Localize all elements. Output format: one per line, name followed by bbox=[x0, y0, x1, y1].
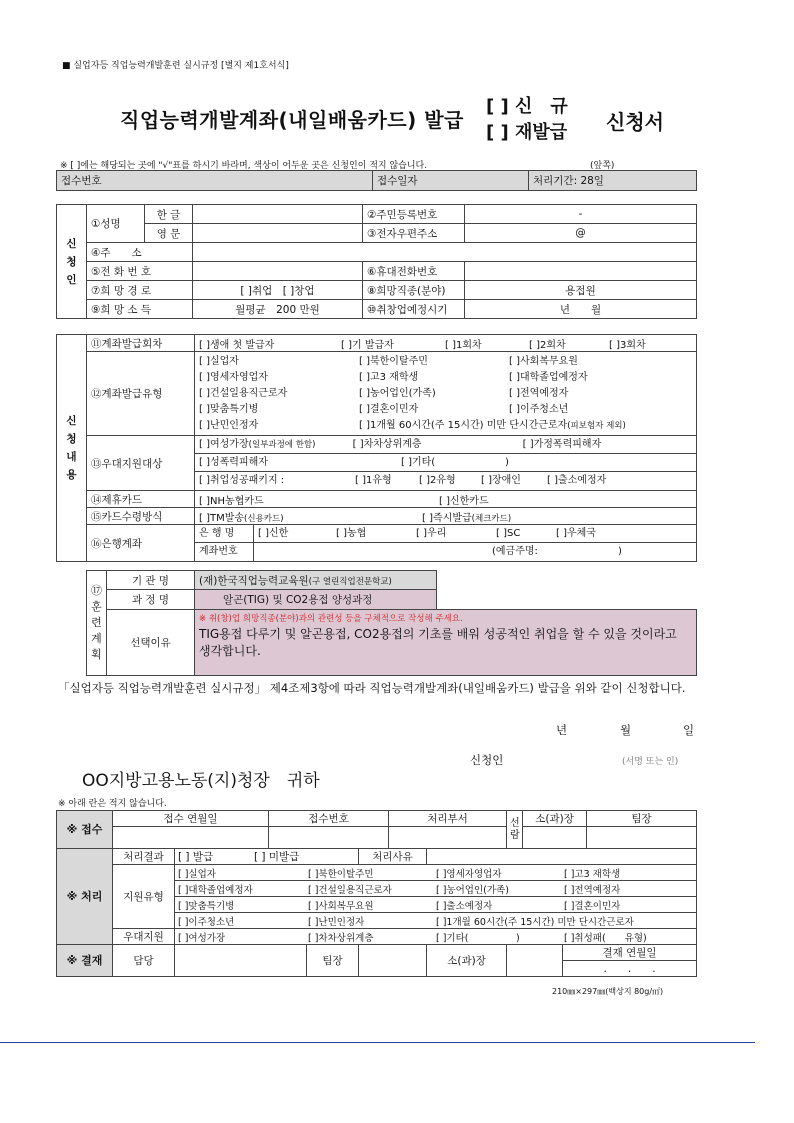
signature-label[interactable]: (서명 또는 인) bbox=[622, 757, 679, 767]
support-opt-other[interactable]: [ ]기타( bbox=[401, 457, 436, 468]
process-reason-field[interactable] bbox=[427, 849, 697, 865]
support-type-row[interactable] bbox=[175, 881, 697, 897]
bank-name-label: 은 행 명 bbox=[195, 525, 254, 542]
desired-income-label: ⑨희 망 소 득 bbox=[87, 300, 193, 319]
support-type-row[interactable] bbox=[175, 865, 697, 881]
result-opt-no-issue[interactable]: [ ] 미발급 bbox=[254, 851, 300, 863]
content-section-label: 신 청 내 용 bbox=[57, 335, 87, 562]
approval-chief-field[interactable] bbox=[523, 827, 587, 849]
issue-type-opt[interactable]: [ ]대학졸업예정자 bbox=[509, 372, 588, 383]
issue-count-opt-3[interactable]: [ ]3회차 bbox=[609, 339, 646, 351]
approve-col-chief: 소(과)장 bbox=[427, 945, 507, 977]
support-opt-low-income[interactable]: [ ]차차상위계층 bbox=[352, 439, 422, 450]
email-field[interactable]: @ bbox=[465, 224, 697, 243]
preferred-opt[interactable]: [ ]취성패( 유형) bbox=[564, 932, 647, 944]
support-type-opt[interactable]: [ ]실업자 bbox=[178, 868, 216, 880]
issue-type-opt[interactable]: [ ]실업자 bbox=[199, 356, 239, 367]
email-label: ③전자우편주소 bbox=[363, 224, 465, 243]
account-holder-close: ) bbox=[618, 546, 622, 557]
issue-count-opt-first[interactable]: [ ]생애 첫 발급자 bbox=[199, 339, 275, 351]
issue-type-opt[interactable]: [ ]결혼이민자 bbox=[359, 404, 419, 415]
receipt-dept-col: 처리부서 bbox=[389, 811, 507, 827]
receive-opt-instant[interactable]: [ ]즉시발급 bbox=[422, 512, 472, 524]
support-type-opt[interactable]: [ ]이주청소년 bbox=[178, 916, 235, 928]
name-korean-field[interactable] bbox=[193, 205, 363, 224]
issue-type-opt[interactable]: [ ]농어업인(가족) bbox=[359, 388, 436, 399]
issue-type-opt[interactable]: [ ]사회복무요원 bbox=[509, 356, 578, 367]
bank-opt-nh[interactable]: [ ]농협 bbox=[336, 528, 367, 539]
support-opt-note: (일부과정에 한함) bbox=[248, 440, 316, 450]
career-path-label: ⑦희 망 경 로 bbox=[87, 281, 193, 300]
issue-type-opt[interactable]: [ ]이주청소년 bbox=[509, 404, 569, 415]
approval-col-chief: 소(과)장 bbox=[523, 811, 587, 827]
support-type-opt[interactable]: [ ]사회복무요원 bbox=[308, 900, 374, 912]
support-type-opt[interactable]: [ ]영세자영업자 bbox=[436, 868, 502, 880]
bank-account-block[interactable] bbox=[195, 525, 697, 562]
bank-account-label: ⑯은행계좌 bbox=[87, 525, 195, 562]
support-type-row[interactable] bbox=[175, 913, 697, 929]
support-type-opt[interactable]: [ ]1개월 60시간(주 15시간) 미만 단시간근로자 bbox=[436, 916, 634, 928]
issue-type-opt[interactable]: [ ]북한이탈주민 bbox=[359, 356, 428, 367]
card-receive-options[interactable] bbox=[195, 508, 697, 525]
support-opt-sexual-violence[interactable]: [ ]성폭력피해자 bbox=[199, 457, 268, 468]
name-label: ①성명 bbox=[87, 205, 145, 243]
office-receipt-label: ※ 접수 bbox=[57, 811, 113, 849]
account-number-label: 계좌번호 bbox=[195, 543, 254, 561]
result-options[interactable] bbox=[175, 849, 359, 865]
phone-field[interactable] bbox=[193, 262, 363, 281]
support-type-opt[interactable]: [ ]대학졸업예정자 bbox=[178, 884, 253, 896]
page-side-label: (앞쪽) bbox=[590, 161, 615, 171]
name-english-label: 영 문 bbox=[145, 224, 193, 243]
card-receive-label: ⑮카드수령방식 bbox=[87, 508, 195, 525]
bank-opt-shinhan[interactable]: [ ]신한 bbox=[258, 528, 289, 539]
approval-team-field[interactable] bbox=[587, 827, 697, 849]
desired-job-label: ⑧희망직종(분야) bbox=[363, 281, 465, 300]
issue-count-opt-prior[interactable]: [ ]기 발급자 bbox=[341, 339, 394, 351]
receipt-number-label: 접수번호 bbox=[57, 171, 373, 191]
reason-text[interactable]: TIG용접 다루기 및 알곤용접, CO2용접의 기초를 배워 성공적인 취업을 할 수 있을 것이라고 생각합니다. bbox=[199, 627, 677, 658]
mobile-label: ⑥휴대전화번호 bbox=[363, 262, 465, 281]
issue-type-opt-part-time[interactable]: [ ]1개월 60시간(주 15시간) 미만 단시간근로자 bbox=[359, 420, 568, 431]
issue-type-label: ⑫계좌발급유형 bbox=[87, 352, 195, 436]
issue-type-opt[interactable]: [ ]난민인정자 bbox=[199, 420, 259, 431]
receive-opt-tm[interactable]: [ ]TM발송 bbox=[199, 512, 245, 524]
reason-label: 선택이유 bbox=[107, 610, 195, 676]
receipt-date-col: 접수 연월일 bbox=[113, 811, 269, 827]
process-reason-label: 처리사유 bbox=[359, 849, 427, 865]
processing-period: 처리기간: 28일 bbox=[529, 171, 697, 191]
recipient: OO지방고용노동(지)청장 귀하 bbox=[82, 771, 320, 791]
page-bottom-rule bbox=[0, 1042, 755, 1043]
support-type-opt[interactable]: [ ]농어업인(가족) bbox=[436, 884, 509, 896]
paper-spec: 210㎜×297㎜(백상지 80g/㎡) bbox=[552, 987, 664, 996]
issue-type-opt[interactable]: [ ]전역예정자 bbox=[509, 388, 569, 399]
approval-col-team: 팀장 bbox=[587, 811, 697, 827]
support-type-opt[interactable]: [ ]난민인정자 bbox=[308, 916, 365, 928]
support-type-opt[interactable]: [ ]북한이탈주민 bbox=[308, 868, 374, 880]
applicant-label: 신청인 bbox=[470, 753, 504, 767]
approve-date-label: 결재 연월일 bbox=[563, 945, 697, 961]
preferred-opt[interactable]: [ ]차차상위계층 bbox=[308, 932, 374, 944]
form-notice: ※ [ ]에는 해당되는 곳에 "√"표를 하시기 바라며, 색상이 어두운 곳은 신청인이 적지 않습니다. bbox=[60, 161, 428, 171]
rrn-field[interactable]: - bbox=[465, 205, 697, 224]
applicant-section-label: 신 청 인 bbox=[57, 205, 87, 319]
support-opt-domestic-violence[interactable]: [ ]가정폭력피해자 bbox=[522, 439, 602, 450]
institution-label: 기 관 명 bbox=[107, 571, 195, 590]
issue-type-opt[interactable]: [ ]고3 재학생 bbox=[359, 372, 419, 383]
form-title: 직업능력개발계좌(내일배움카드) 발급 bbox=[120, 108, 464, 132]
support-opt-type2[interactable]: [ ]2유형 bbox=[419, 475, 456, 486]
result-opt-issue[interactable]: [ ] 발급 bbox=[178, 851, 214, 863]
receipt-number-field[interactable] bbox=[269, 827, 389, 849]
bank-opt-sc[interactable]: [ ]SC bbox=[496, 528, 521, 539]
approval-label: 선 람 bbox=[507, 811, 523, 849]
support-opt-other-close: ) bbox=[505, 457, 509, 468]
course-field[interactable]: 알곤(TIG) 및 CO2용접 양성과정 bbox=[195, 590, 437, 610]
receipt-date-label: 접수일자 bbox=[373, 171, 529, 191]
declaration-text: 「실업자등 직업능력개발훈련 실시규정」 제4조제3항에 따라 직업능력개발계좌(내일배움카드) 발급을 위와 같이 신청합니다. bbox=[58, 681, 686, 695]
institution-note: (구 열린직업전문학교) bbox=[308, 576, 392, 587]
approve-chief-field[interactable] bbox=[507, 945, 563, 977]
issue-type-options[interactable] bbox=[195, 352, 697, 436]
support-type-opt[interactable]: [ ]출소예정자 bbox=[436, 900, 493, 912]
course-label: 과 정 명 bbox=[107, 590, 195, 610]
preferred-support-label: ⑬우대지원대상 bbox=[87, 436, 195, 491]
support-opt-disabled[interactable]: [ ]장애인 bbox=[481, 475, 521, 486]
preferred-support-options[interactable] bbox=[195, 436, 697, 491]
account-holder-label: (예금주명: bbox=[492, 546, 538, 557]
receive-opt-tm-note: (신용카드) bbox=[244, 513, 284, 524]
receive-opt-instant-note: (체크카드) bbox=[471, 513, 512, 524]
support-opt-release[interactable]: [ ]출소예정자 bbox=[547, 475, 607, 486]
approve-team-field[interactable] bbox=[359, 945, 427, 977]
support-type-opt[interactable]: [ ]결혼이민자 bbox=[564, 900, 621, 912]
support-type-row[interactable] bbox=[175, 897, 697, 913]
issue-count-opt-1[interactable]: [ ]1회차 bbox=[445, 339, 482, 351]
support-type-opt[interactable]: [ ]건설일용직근로자 bbox=[308, 884, 392, 896]
regulation-note: ■ 실업자등 직업능력개발훈련 실시규정 [별지 제1호서식] bbox=[62, 61, 289, 71]
training-section-label: ⑰ 훈 련 계 획 bbox=[87, 571, 107, 676]
result-label: 처리결과 bbox=[113, 849, 175, 865]
form-title-suffix: 신청서 bbox=[606, 110, 664, 134]
approve-date-field[interactable]: . . . bbox=[563, 961, 697, 977]
issue-type-opt[interactable]: [ ]맞춤특기병 bbox=[199, 404, 259, 415]
start-time-label: ⑩취창업예정시기 bbox=[363, 300, 465, 319]
issue-count-opt-2[interactable]: [ ]2회차 bbox=[529, 339, 566, 351]
content-table bbox=[56, 334, 697, 562]
card-partner-options[interactable] bbox=[195, 491, 697, 508]
option-new[interactable]: [ ] 신 규 bbox=[486, 96, 568, 117]
course-blank bbox=[437, 590, 697, 610]
support-type-opt[interactable]: [ ]맞춤특기병 bbox=[178, 900, 235, 912]
career-path-options[interactable]: [ ]취업 [ ]창업 bbox=[193, 281, 363, 300]
office-process-label: ※ 처리 bbox=[57, 849, 113, 945]
preferred-label: 우대지원 bbox=[113, 929, 175, 945]
issue-type-opt[interactable]: [ ]건설일용직근로자 bbox=[199, 388, 288, 399]
approve-col-staff: 담당 bbox=[113, 945, 175, 977]
preferred-opt[interactable]: [ ]기타( ) bbox=[436, 932, 520, 944]
issue-count-options[interactable] bbox=[195, 335, 697, 352]
reason-field[interactable] bbox=[195, 610, 697, 676]
support-type-opt[interactable]: [ ]고3 재학생 bbox=[564, 868, 621, 880]
desired-income-field[interactable]: 월평균 200 만원 bbox=[193, 300, 363, 319]
receipt-number-col: 접수번호 bbox=[269, 811, 389, 827]
receipt-dept-field[interactable] bbox=[389, 827, 507, 849]
office-approve-label: ※ 결재 bbox=[57, 945, 113, 977]
issue-type-opt-note: (피보험자 제외) bbox=[567, 421, 626, 431]
rrn-label: ②주민등록번호 bbox=[363, 205, 465, 224]
phone-label: ⑤전 화 번 호 bbox=[87, 262, 193, 281]
support-opt-package[interactable]: [ ]취업성공패키지 : bbox=[199, 475, 285, 486]
preferred-options[interactable] bbox=[175, 929, 697, 945]
approve-col-team: 팀장 bbox=[307, 945, 359, 977]
institution-field[interactable] bbox=[195, 571, 437, 590]
option-reissue[interactable]: [ ] 재발급 bbox=[486, 122, 568, 143]
date-day: 일 bbox=[683, 723, 695, 737]
reason-guide: ※ 취(창)업 희망직종(분야)과의 관련성 등을 구체적으로 작성해 주세요. bbox=[199, 614, 463, 624]
bank-opt-woori[interactable]: [ ]우리 bbox=[416, 528, 447, 539]
support-type-label: 지원유형 bbox=[113, 865, 175, 929]
office-note: ※ 아래 란은 적지 않습니다. bbox=[58, 799, 167, 809]
issue-count-label: ⑪계좌발급회차 bbox=[87, 335, 195, 352]
mobile-field[interactable] bbox=[465, 262, 697, 281]
name-english-field[interactable] bbox=[193, 224, 363, 243]
desired-job-field[interactable]: 용접원 bbox=[465, 281, 697, 300]
institution-value: (재)한국직업능력교육원 bbox=[199, 574, 309, 587]
support-type-opt[interactable]: [ ]전역예정자 bbox=[564, 884, 621, 896]
receipt-table bbox=[56, 170, 697, 191]
office-table bbox=[56, 810, 697, 977]
card-partner-label: ⑭제휴카드 bbox=[87, 491, 195, 508]
preferred-opt[interactable]: [ ]여성가장 bbox=[178, 932, 226, 944]
receipt-date-field[interactable] bbox=[113, 827, 269, 849]
address-field[interactable] bbox=[193, 243, 697, 262]
approve-staff-field[interactable] bbox=[175, 945, 307, 977]
date-month: 월 bbox=[620, 723, 632, 737]
institution-blank bbox=[437, 571, 697, 590]
support-opt-type1[interactable]: [ ]1유형 bbox=[355, 475, 392, 486]
date-year: 년 bbox=[556, 723, 568, 737]
start-time-field[interactable]: 년 월 bbox=[465, 300, 697, 319]
applicant-table bbox=[56, 204, 697, 319]
address-label: ④주 소 bbox=[87, 243, 193, 262]
card-opt-shinhan[interactable]: [ ]신한카드 bbox=[439, 495, 489, 507]
issue-type-opt[interactable]: [ ]영세자영업자 bbox=[199, 372, 268, 383]
training-table bbox=[86, 570, 697, 676]
name-korean-label: 한 글 bbox=[145, 205, 193, 224]
bank-opt-post[interactable]: [ ]우체국 bbox=[556, 528, 596, 539]
support-opt-female-head[interactable]: [ ]여성가장 bbox=[199, 439, 249, 450]
card-opt-nh[interactable]: [ ]NH농협카드 bbox=[199, 495, 264, 507]
